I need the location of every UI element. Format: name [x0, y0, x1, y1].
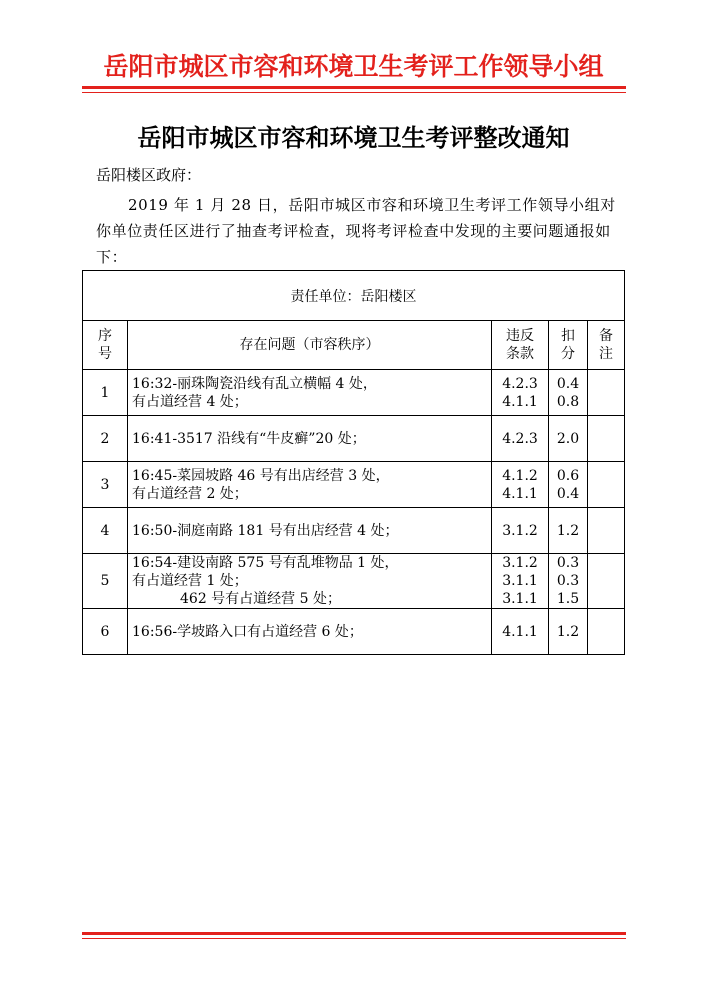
responsible-unit: 责任单位：岳阳楼区 [83, 271, 625, 321]
deduct-value: 0.6 [556, 467, 580, 484]
row-note [588, 508, 625, 554]
row-number: 1 [83, 370, 128, 416]
organization-header-title: 岳阳市城区市容和环境卫生考评工作领导小组 [103, 52, 604, 81]
row-clause [492, 370, 549, 416]
row-note [588, 370, 625, 416]
table-row [83, 508, 625, 554]
header-note-line: 备 [599, 328, 613, 344]
clause-value: 4.1.1 [502, 485, 538, 502]
header-no [83, 321, 128, 370]
clause-value: 4.1.1 [502, 393, 538, 410]
header-no-line: 号 [98, 346, 112, 362]
row-issue [128, 554, 492, 609]
responsible-unit-row [83, 271, 625, 321]
issue-line: 16:32-丽珠陶瓷沿线有乱立横幅 4 处， [132, 375, 377, 392]
row-note [588, 462, 625, 508]
issue-line: 462 号有占道经营 5 处； [180, 591, 341, 607]
header-rule-thin [82, 92, 626, 93]
table-row [83, 462, 625, 508]
document-title: 岳阳市城区市容和环境卫生考评整改通知 [137, 123, 570, 152]
row-number: 2 [83, 416, 128, 462]
row-clause [492, 462, 549, 508]
row-deduct [549, 508, 588, 554]
issue-line: 有占道经营 1 处； [132, 573, 248, 589]
row-issue [128, 416, 492, 462]
issue-line: 16:50-洞庭南路 181 号有出店经营 4 处； [132, 522, 399, 539]
header-deduct-line: 分 [561, 346, 575, 362]
issue-line: 16:45-菜园坡路 46 号有出店经营 3 处， [132, 467, 390, 484]
header-no-line: 序 [98, 328, 112, 344]
clause-value: 3.1.1 [502, 573, 538, 589]
deduct-value: 1.2 [556, 522, 580, 539]
row-issue [128, 508, 492, 554]
row-clause [492, 416, 549, 462]
footer-rule-thin [82, 938, 626, 939]
clause-value: 4.1.1 [502, 623, 538, 640]
body-paragraph: 2019 年 1 月 28 日，岳阳市城区市容和环境卫生考评工作领导小组对你单位责任区进行了抽查考评检查，现将考评检查中发现的主要问题通报如下： [96, 196, 616, 266]
table-row [83, 416, 625, 462]
row-issue [128, 462, 492, 508]
header-clause-line: 违反 [506, 328, 534, 344]
issue-line: 有占道经营 2 处； [132, 485, 248, 502]
header-deduct-line: 扣 [561, 328, 575, 344]
table-row [83, 370, 625, 416]
clause-value: 4.1.2 [502, 467, 538, 484]
deduct-value: 0.8 [556, 393, 580, 410]
footer-rule-thick [82, 932, 626, 935]
row-issue [128, 370, 492, 416]
header-issue: 存在问题（市容秩序） [128, 321, 492, 370]
issues-table [82, 270, 625, 655]
row-clause [492, 609, 549, 655]
issue-line: 16:41-3517 沿线有“牛皮癣”20 处； [132, 430, 366, 447]
header-deduct [549, 321, 588, 370]
deduct-value: 0.3 [556, 555, 580, 571]
clause-value: 4.2.3 [502, 375, 538, 392]
issue-line: 有占道经营 4 处； [132, 393, 248, 410]
table-row [83, 554, 625, 609]
clause-value: 3.1.2 [502, 522, 538, 539]
deduct-value: 2.0 [556, 430, 580, 447]
row-note [588, 416, 625, 462]
table-row [83, 609, 625, 655]
clause-value: 4.2.3 [502, 430, 538, 447]
row-clause [492, 508, 549, 554]
deduct-value: 1.2 [556, 623, 580, 640]
row-number: 3 [83, 462, 128, 508]
row-number: 6 [83, 609, 128, 655]
row-number: 4 [83, 508, 128, 554]
issue-line: 16:56-学坡路入口有占道经营 6 处； [132, 623, 363, 640]
row-deduct [549, 416, 588, 462]
row-deduct [549, 462, 588, 508]
deduct-value: 1.5 [556, 591, 580, 607]
row-deduct [549, 609, 588, 655]
header-rule-thick [82, 86, 626, 89]
deduct-value: 0.3 [556, 573, 580, 589]
row-deduct [549, 370, 588, 416]
row-note [588, 554, 625, 609]
clause-value: 3.1.2 [502, 555, 538, 571]
header-note-line: 注 [599, 346, 613, 362]
row-note [588, 609, 625, 655]
row-clause [492, 554, 549, 609]
deduct-value: 0.4 [556, 375, 580, 392]
row-issue [128, 609, 492, 655]
deduct-value: 0.4 [556, 485, 580, 502]
header-note [588, 321, 625, 370]
row-deduct [549, 554, 588, 609]
clause-value: 3.1.1 [502, 591, 538, 607]
header-clause [492, 321, 549, 370]
header-clause-line: 条款 [506, 346, 534, 362]
issue-line: 16:54-建设南路 575 号有乱堆物品 1 处， [132, 555, 399, 571]
salutation: 岳阳楼区政府： [96, 166, 202, 184]
table-header-row [83, 321, 625, 370]
row-number: 5 [83, 554, 128, 609]
